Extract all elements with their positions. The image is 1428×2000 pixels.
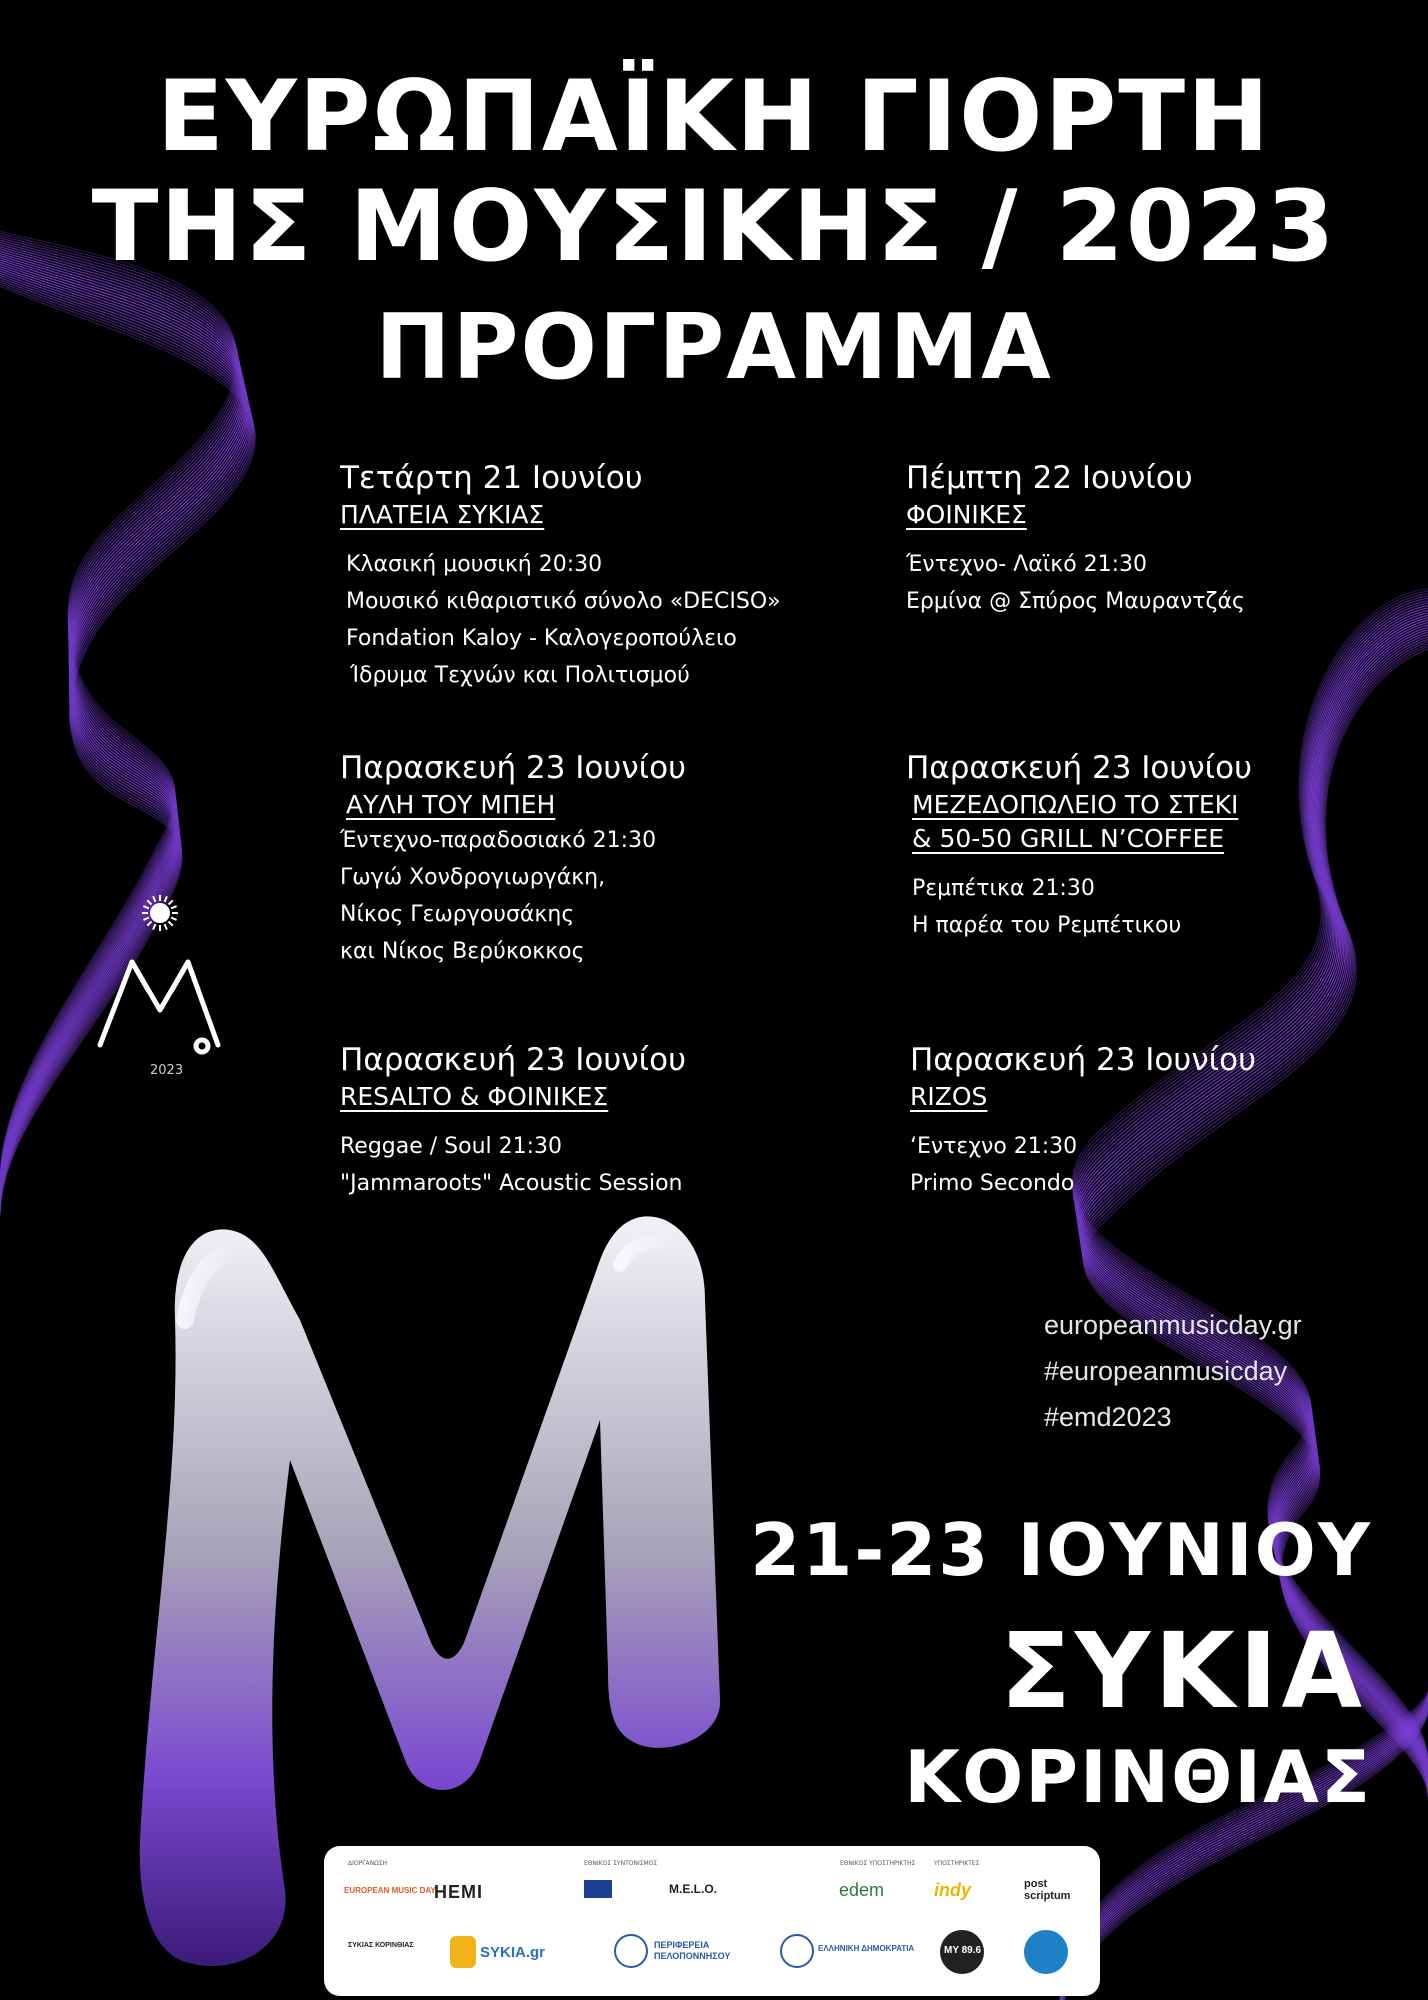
emd-logo	[100, 962, 218, 1052]
sponsor-category: ΕΘΝΙΚΟΣ ΥΠΟΣΤΗΡΙΚΤΗΣ	[840, 1860, 916, 1867]
syllogos-sponsor-logo: ΣΥΚΙΑΣ ΚΟΡΙΝΘΙΑΣ	[348, 1942, 414, 1949]
event-line: Fondation Kaloy - Καλογεροπούλειο	[346, 626, 737, 651]
event-date: Παρασκευή 23 Ιουνίου	[906, 750, 1253, 786]
sun-ray	[165, 924, 167, 930]
event-4	[906, 748, 1428, 944]
event-venue: RIZOS	[910, 1082, 988, 1111]
event-line: ‘Εντεχνο 21:30	[910, 1134, 1078, 1159]
event-line: Μουσικό κιθαριστικό σύνολο «DECISO»	[346, 589, 781, 614]
event-venue: ΑΥΛΗ ΤΟΥ ΜΠΕΗ	[346, 790, 556, 819]
emblem-icon	[780, 1934, 814, 1968]
indy-sponsor-logo: indy	[934, 1880, 972, 1900]
post-scriptum-sponsor-logo: post scriptum	[1024, 1878, 1071, 1902]
logo-year: 2023	[150, 1063, 184, 1078]
perifereia-sponsor-logo: ΠΕΡΙΦΕΡΕΙΑ ΠΕΛΟΠΟΝΝΗΣΟΥ	[654, 1940, 731, 1961]
sun-icon	[150, 903, 170, 923]
event-date: Παρασκευή 23 Ιουνίου	[340, 750, 687, 786]
sponsor-category: ΔΙΟΡΓΑΝΩΣΗ	[348, 1860, 388, 1867]
event-venue: RESALTO & ΦΟΙΝΙΚΕΣ	[340, 1082, 609, 1111]
circle-logo-icon	[1024, 1930, 1068, 1974]
event-line: "Jammaroots" Acoustic Session	[340, 1171, 683, 1196]
sponsor-category: ΕΘΝΙΚΟΣ ΣΥΝΤΟΝΙΣΜΟΣ	[584, 1860, 658, 1867]
sponsor-category: ΥΠΟΣΤΗΡΙΚΤΕΣ	[934, 1860, 980, 1867]
event-6	[910, 1040, 1428, 1202]
event-line: και Νίκος Βερύκοκκος	[340, 939, 585, 964]
event-date: Πέμπτη 22 Ιουνίου	[906, 460, 1193, 496]
eu-flag-icon	[584, 1880, 612, 1898]
event-venue: ΜΕΖΕΔΟΠΩΛΕΙΟ ΤΟ ΣΤΕΚΙ	[912, 790, 1239, 819]
links	[1044, 1302, 1302, 1440]
sun-ray	[171, 906, 177, 908]
hashtag-link[interactable]: #europeanmusicday	[1044, 1356, 1288, 1386]
event-venue: ΠΛΑΤΕΙΑ ΣΥΚΙΑΣ	[340, 500, 545, 529]
event-line: Γωγώ Χονδρογιωργάκη,	[340, 865, 606, 890]
sun-ray	[169, 922, 173, 926]
event-line: Primo Secondo	[910, 1171, 1075, 1196]
festival-place: ΣΥΚΙΑ	[999, 1610, 1366, 1732]
event-5	[340, 1040, 900, 1202]
event-line: Ερμίνα @ Σπύρος Μαυραντζάς	[906, 589, 1245, 614]
event-line: Ίδρυμα Τεχνών και Πολιτισμού	[350, 663, 690, 688]
title-line-1: ΕΥΡΩΠΑΪΚΗ ΓΙΟΡΤΗ	[156, 60, 1272, 174]
hashtag-link[interactable]: #emd2023	[1044, 1402, 1172, 1432]
event-line: Reggae / Soul 21:30	[340, 1134, 563, 1159]
sykia-sponsor-logo: SYKIA.gr	[480, 1944, 546, 1961]
event-venue: & 50-50 GRILL N’COFFEE	[912, 824, 1225, 853]
event-line: Η παρέα του Ρεμπέτικου	[912, 913, 1182, 938]
title-line-2: ΤΗΣ ΜΟΥΣΙΚΗΣ / 2023	[91, 170, 1337, 284]
title-program: ΠΡΟΓΡΑΜΜΑ	[375, 295, 1053, 400]
event-date: Παρασκευή 23 Ιουνίου	[340, 1042, 687, 1078]
festival-dates: 21-23 ΙΟΥΝΙΟΥ	[750, 1508, 1372, 1592]
event-date: Τετάρτη 21 Ιουνίου	[340, 460, 643, 496]
event-venue: ΦΟΙΝΙΚΕΣ	[906, 500, 1027, 529]
event-line: Ρεμπέτικα 21:30	[912, 876, 1095, 901]
emblem-icon	[614, 1934, 648, 1968]
sykia-icon	[450, 1936, 476, 1968]
festival-region: ΚΟΡΙΝΘΙΑΣ	[904, 1735, 1372, 1819]
event-1	[340, 458, 900, 694]
event-date: Παρασκευή 23 Ιουνίου	[910, 1042, 1257, 1078]
radio-sponsor-logo: MY 89.6	[944, 1945, 982, 1956]
event-line: Έντεχνο-παραδοσιακό 21:30	[340, 828, 657, 853]
hemi-sponsor-logo: HEMI	[434, 1882, 483, 1902]
sponsors-panel	[324, 1846, 1100, 1996]
event-line: Νίκος Γεωργουσάκης	[340, 902, 575, 927]
edem-sponsor-logo: edem	[839, 1880, 885, 1900]
sun-ray	[171, 918, 177, 920]
website-link[interactable]: europeanmusicday.gr	[1044, 1310, 1302, 1340]
event-3	[340, 748, 900, 970]
event-line: Κλασική μουσική 20:30	[346, 552, 603, 577]
dimokratia-sponsor-logo: ΕΛΛΗΝΙΚΗ ΔΗΜΟΚΡΑΤΙΑ	[818, 1944, 915, 1953]
emd-sponsor-logo: EUROPEAN MUSIC DAY	[344, 1886, 436, 1895]
melo-sponsor-logo: M.E.L.O.	[669, 1882, 717, 1896]
event-line: Έντεχνο- Λαϊκό 21:30	[906, 552, 1148, 577]
event-2	[906, 458, 1428, 620]
